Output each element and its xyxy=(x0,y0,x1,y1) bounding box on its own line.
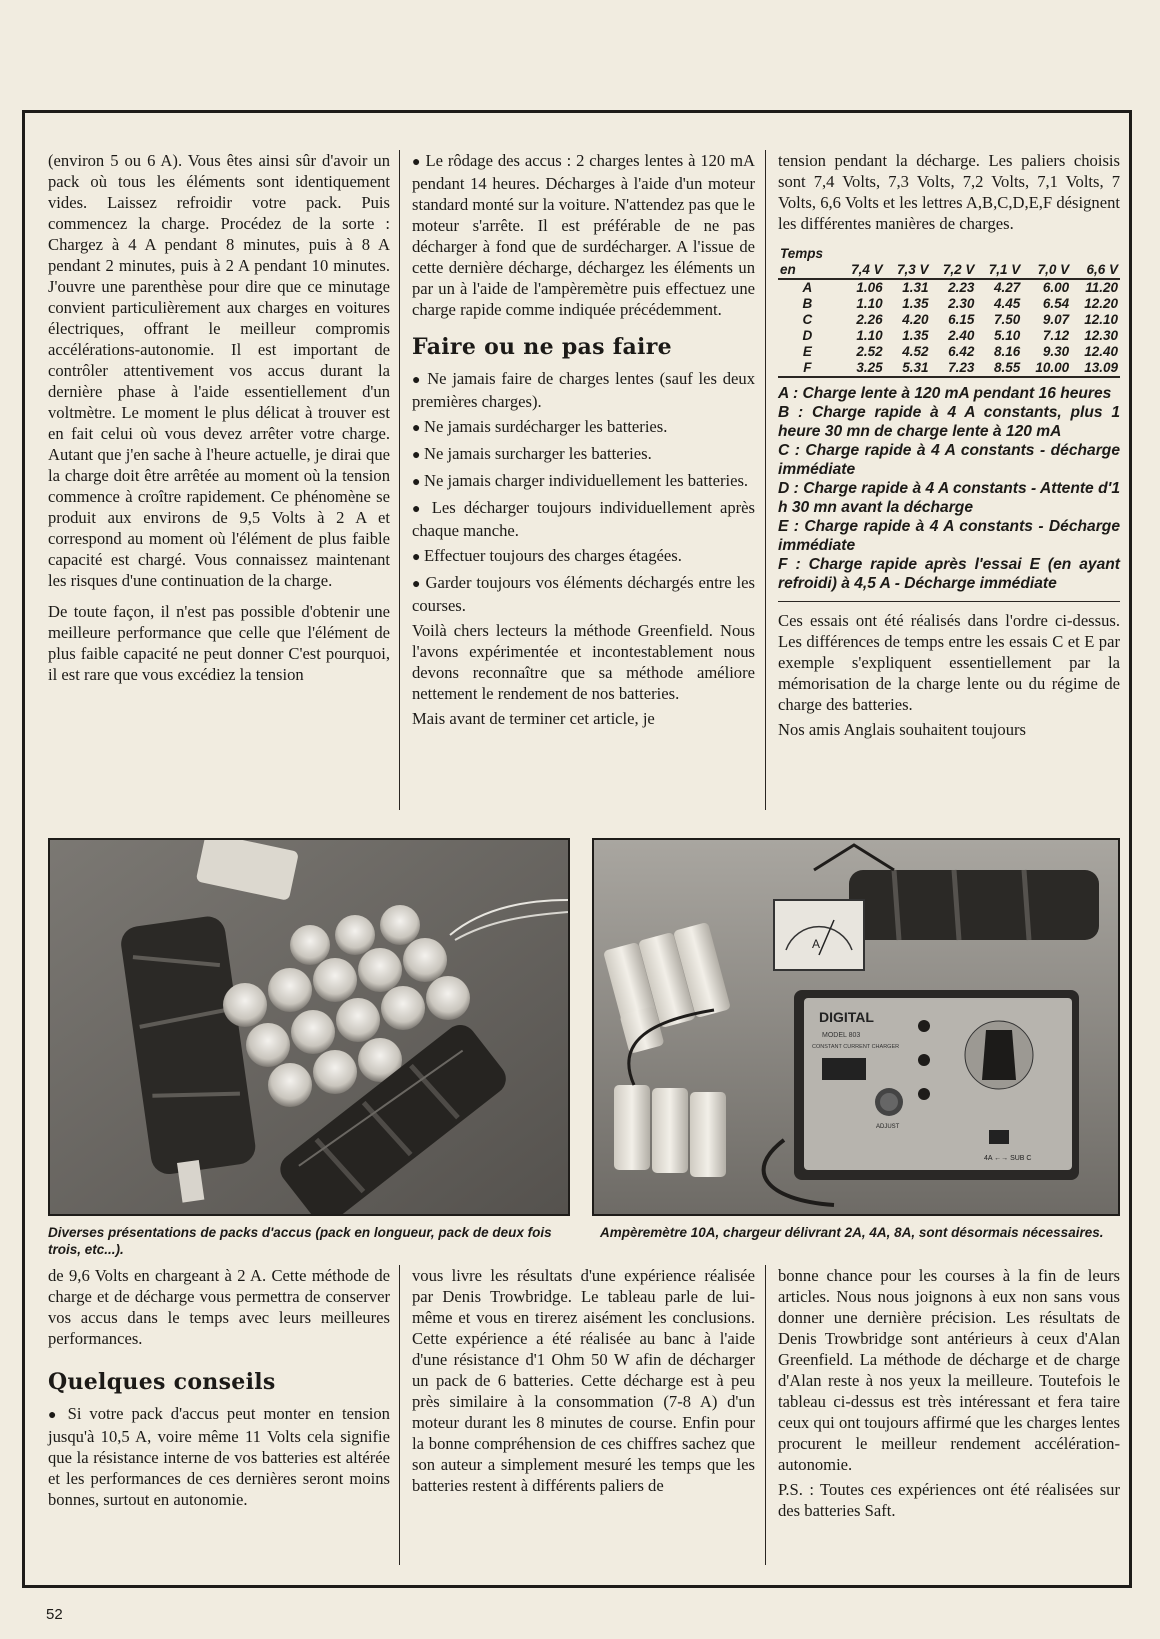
photo-charger-ammeter xyxy=(592,838,1120,1216)
table-cell: 2.30 xyxy=(948,296,975,311)
table-header: 7,0 V xyxy=(1022,262,1071,279)
legend-item: A : Charge lente à 120 mA pendant 16 heures xyxy=(778,385,1112,402)
bottom-column-1 xyxy=(48,1265,390,1514)
paragraph: ● Si votre pack d'accus peut monter en tension jusqu'à 10,5 A, voire même 11 Volts cela signifie que la résistance interne de vos batteries est altérée et les performances de ces dernières seront moins bonnes, surtout en autonomie. xyxy=(48,1403,390,1510)
table-cell: 4.20 xyxy=(902,312,929,327)
photo-caption-left: Diverses présentations de packs d'accus (pack en longueur, pack de deux fois trois, etc...). xyxy=(48,1225,552,1257)
photo-caption-right: Ampèremètre 10A, chargeur délivrant 2A, 4A, 8A, sont désormais nécessaires. xyxy=(600,1225,1104,1240)
table-cell: 6.15 xyxy=(948,312,975,327)
table-cell: 1.35 xyxy=(902,296,929,311)
table-header: 7,4 V xyxy=(839,262,885,279)
paragraph: bonne chance pour les courses à la fin de leurs articles. Nous nous joignons à eux non sans vous donner une dernière précision. Les résultats de Denis Trowbridge sont antérieurs à ceux d'Alan Greenfield. La méthode de décharge et de charge d'Alan reste à nos yeux la meilleure. Toutefois le tableau ci-dessus est très intéressant et fera taire ceux qui ont toujours affirmé que les charges lentes procurent le meilleur rendement accélération-autonomie. xyxy=(778,1266,1120,1474)
list-item: ● Effectuer toujours des charges étagées. xyxy=(412,545,755,568)
charger-model: MODEL 803 xyxy=(822,1032,861,1039)
charger-switch-label: 4A ←→ SUB C xyxy=(984,1155,1032,1162)
row-key: C xyxy=(802,312,813,327)
table-cell: 9.30 xyxy=(1042,344,1070,359)
table-legend xyxy=(778,384,1120,593)
table-row xyxy=(778,312,1120,328)
table-header: en xyxy=(778,262,839,279)
table-cell: 4.45 xyxy=(994,296,1021,311)
bottom-column-2 xyxy=(412,1265,755,1500)
battery-packs-illustration xyxy=(50,840,568,1214)
table-row xyxy=(778,328,1120,344)
table-cell: 1.10 xyxy=(856,296,883,311)
column-rule xyxy=(765,150,766,810)
table-cell: 12.20 xyxy=(1084,296,1118,311)
table-cell: 1.06 xyxy=(856,280,883,295)
photo-battery-packs xyxy=(48,838,570,1216)
list-item: ● Ne jamais faire de charges lentes (sauf les deux premières charges). xyxy=(412,368,755,412)
meter-label: A xyxy=(812,937,821,951)
legend-item: E : Charge rapide à 4 A constants - Décharge immédiate xyxy=(778,518,1120,554)
paragraph: Nos amis Anglais souhaitent toujours xyxy=(778,720,1026,739)
table-cell: 2.40 xyxy=(948,328,975,343)
row-key: F xyxy=(803,360,812,375)
row-key: A xyxy=(802,280,813,295)
legend-item: B : Charge rapide à 4 A constants, plus 1 heure 30 mn de charge lente à 120 mA xyxy=(778,404,1120,440)
paragraph: P.S. : Toutes ces expériences ont été réalisées sur des batteries Saft. xyxy=(778,1480,1120,1520)
table-cell: 1.10 xyxy=(856,328,883,343)
bottom-column-3 xyxy=(778,1265,1120,1525)
table-cell: 2.23 xyxy=(948,280,975,295)
column-rule xyxy=(399,150,400,810)
paragraph: tension pendant la décharge. Les paliers choisis sont 7,4 Volts, 7,3 Volts, 7,2 Volts, 7,1 Volts, 7 Volts, 6,6 Volts et les lettres A,B,C,D,E,F désignent les différentes manières de charges. xyxy=(778,151,1120,233)
legend-item: C : Charge rapide à 4 A constants - décharge immédiate xyxy=(778,442,1120,478)
charger-illustration xyxy=(594,840,1118,1214)
paragraph: Voilà chers lecteurs la méthode Greenfield. Nous l'avons expérimentée et incontestablement nous devons reconnaître que sa méthode améliore nettement le rendement de nos batteries. xyxy=(412,621,755,703)
charger-sub: CONSTANT CURRENT CHARGER xyxy=(812,1044,900,1050)
list-item: ● Les décharger toujours individuellement après chaque manche. xyxy=(412,497,755,541)
table-cell: 1.35 xyxy=(902,328,929,343)
table-cell: 6.42 xyxy=(948,344,975,359)
results-table xyxy=(778,246,1120,378)
legend-item: D : Charge rapide à 4 A constants - Attente d'1 h 30 mn avant la décharge xyxy=(778,480,1120,516)
table-cell: 12.30 xyxy=(1084,328,1118,343)
table-cell: 7.12 xyxy=(1042,328,1070,343)
paragraph: vous livre les résultats d'une expérience réalisée par Denis Trowbridge. Le tableau parle de lui-même et vous en tirerez aisément les conclusions. Cette expérience a été réalisée au banc à l'aide d'une résistance d'1 Ohm 50 W afin de décharger un pack de 6 batteries. Cette décharge est à peu près similaire à la consommation (7-8 A) d'un moteur durant les 8 minutes de course. Enfin pour la bonne compréhension de ces chiffres sachez que son auteur a simplement mesuré les temps que les batteries restent à différents paliers de xyxy=(412,1266,755,1495)
column-rule xyxy=(765,1265,766,1565)
table-cell: 8.55 xyxy=(994,360,1021,375)
table-cell: 2.26 xyxy=(856,312,883,327)
table-cell: 4.52 xyxy=(902,344,929,359)
paragraph: de 9,6 Volts en chargeant à 2 A. Cette méthode de charge et de décharge vous permettra de conserver vos accus dans le temps avec leurs meilleures performances. xyxy=(48,1266,390,1348)
table-row xyxy=(778,360,1120,377)
section-heading: Quelques conseils xyxy=(48,1369,276,1395)
column-rule xyxy=(399,1265,400,1565)
row-key: E xyxy=(802,344,812,359)
list-item: ● Ne jamais charger individuellement les batteries. xyxy=(412,470,755,493)
section-heading: Faire ou ne pas faire xyxy=(412,334,672,360)
table-header: 7,3 V xyxy=(885,262,931,279)
table-cell: 8.16 xyxy=(994,344,1021,359)
table-cell: 12.40 xyxy=(1084,344,1118,359)
table-header: 7,2 V xyxy=(931,262,977,279)
paragraph: De toute façon, il n'est pas possible d'obtenir une meilleure performance que celle que l'élément de plus faible capacité ne peut donner C'est pourquoi, il est rare que vous excédiez la tension xyxy=(48,602,390,684)
table-cell: 11.20 xyxy=(1085,280,1118,295)
table-cell: 3.25 xyxy=(856,360,883,375)
table-row xyxy=(778,344,1120,360)
table-cell: 2.52 xyxy=(856,344,883,359)
paragraph: Ces essais ont été réalisés dans l'ordre ci-dessus. Les différences de temps entre les essais C et E par exemple s'expliquent essentiellement par la mémorisation de la charge lente ou du régime de charge des batteries. xyxy=(778,611,1120,714)
table-cell: 5.31 xyxy=(902,360,929,375)
top-column-1 xyxy=(48,150,390,689)
row-key: B xyxy=(802,296,813,311)
charger-knob-label: ADJUST xyxy=(876,1124,900,1130)
ammeter xyxy=(774,900,864,970)
top-column-3 xyxy=(778,150,1120,744)
table-header: Temps xyxy=(780,246,824,261)
legend-item: F : Charge rapide après l'essai E (en ayant refroidi) à 4,5 A - Décharge immédiate xyxy=(778,556,1120,592)
table-row xyxy=(778,296,1120,312)
table-cell: 13.09 xyxy=(1084,360,1118,375)
divider xyxy=(778,601,1120,602)
list-item: ● Garder toujours vos éléments déchargés entre les courses. xyxy=(412,572,755,616)
table-row xyxy=(778,279,1120,296)
table-cell: 10.00 xyxy=(1035,360,1070,375)
table-cell: 12.10 xyxy=(1084,312,1118,327)
row-key: D xyxy=(802,328,813,343)
charger-unit xyxy=(764,990,1079,1205)
paragraph: ● Le rôdage des accus : 2 charges lentes à 120 mA pendant 14 heures. Décharges à l'aide d'un moteur standard monté sur la voiture. N'attendez pas que le moteur s'arrête. Il est préférable de ne pas décharger à fond que de surdécharger. A l'issue de cette dernière décharge, déchargez les éléments un par un à l'aide de l'ampèremètre puis effectuez une charge rapide comme indiquée précédemment. xyxy=(412,150,755,320)
charger-brand: DIGITAL xyxy=(819,1009,874,1025)
table-cell: 6.54 xyxy=(1042,296,1070,311)
table-cell: 7.50 xyxy=(994,312,1021,327)
table-cell: 1.31 xyxy=(902,280,929,295)
table-cell: 9.07 xyxy=(1042,312,1070,327)
paragraph: (environ 5 ou 6 A). Vous êtes ainsi sûr d'avoir un pack où tous les éléments sont identiquement vides. Laissez refroidir votre pack. Puis commencez la charge. Procédez de la sorte : Chargez à 4 A pendant 8 minutes, puis à 8 A pendant 2 minutes, puis à 2 A pendant 10 minutes. J'ouvre une parenthèse pour dire que ce minutage convient particulièrement aux charges en voitures électriques, offrant le meilleur compromis accélérations-autonomie. Il est important de contrôler attentivement vos accus durant la dernière phase à l'aide essentiellement d'un voltmètre. Le moment le plus délicat à trouver est en fait celui où vous devez arrêter votre charge. Autant que j'en sache à l'heure actuelle, je dirai que la charge doit être arrêtée au moment où la tension commence à croître rapidement. Ce phénomène se produit aux environs de 9,5 Volts à 2 A et correspond au moment où l'élément de plus faible capacité est chargé. Vous connaissez maintenant les risques d'une continuation de la charge. xyxy=(48,151,390,590)
table-cell: 4.27 xyxy=(994,280,1021,295)
page-number: 52 xyxy=(46,1606,63,1623)
table-cell: 6.00 xyxy=(1042,280,1070,295)
table-cell: 7.23 xyxy=(948,360,975,375)
table-header: 7,1 V xyxy=(976,262,1022,279)
table-header: 6,6 V xyxy=(1071,262,1120,279)
table-cell: 5.10 xyxy=(994,328,1021,343)
list-item: ● Ne jamais surcharger les batteries. xyxy=(412,443,755,466)
list-item: ● Ne jamais surdécharger les batteries. xyxy=(412,416,755,439)
paragraph: Mais avant de terminer cet article, je xyxy=(412,709,655,728)
top-column-2 xyxy=(412,150,755,733)
